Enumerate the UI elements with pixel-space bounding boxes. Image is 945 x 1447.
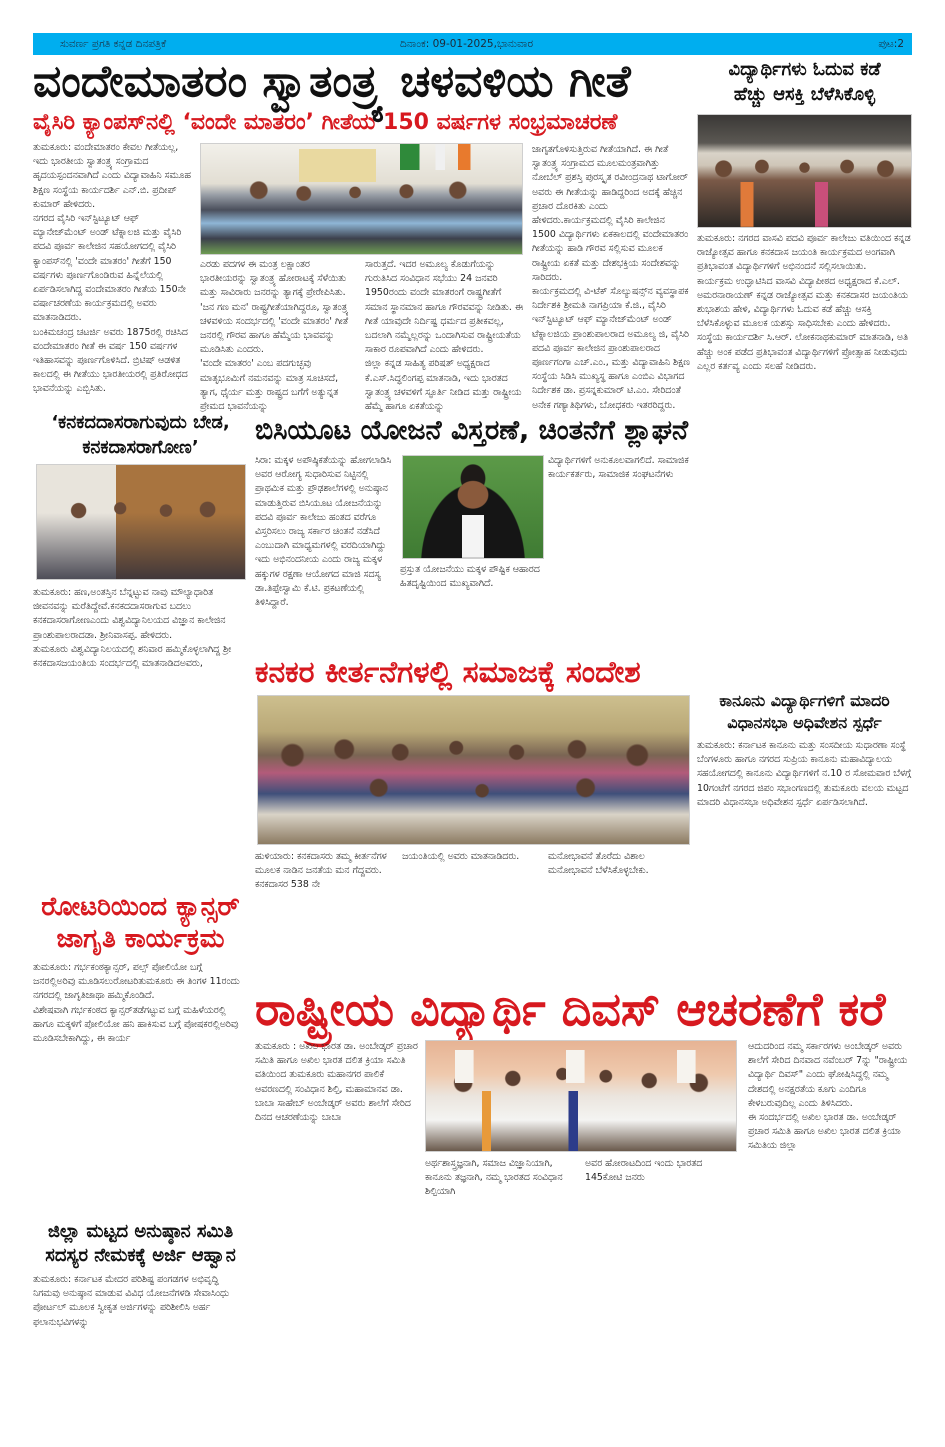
paragraph: ಸಾರುತ್ತದೆ. ಇದರ ಅಮೂಲ್ಯ ಕೊಡುಗೆಯನ್ನು ಗುರುತಿಸಿದ ಸಂವಿಧಾನ ಸಭೆಯು 24 ಜನವರಿ 1950ರಂದು ವಂದೇ ಮಾತರಂಗೆ ರಾಷ್ಟ್ರಗೀತೆಗೆ ಸಮಾನ ಸ್ಥಾನಮಾನ ಹಾಗೂ ಗೌರವವನ್ನು ನೀಡಿತು. ಈ ಗೀತೆ ಯಾವುದೇ ನಿರ್ದಿಷ್ಟ ಧರ್ಮದ ಪ್ರತೀಕವಲ್ಲ, ಬದಲಾಗಿ ನಮ್ಮೆಲ್ಲರನ್ನು ಒಂದಾಗಿಸುವ ರಾಷ್ಟ್ರೀಯತೆಯ ಸಾಕಾರ ರೂಪವಾಗಿದೆ ಎಂದು ಹೇಳಿದರು. (365, 259, 523, 356)
article-column (697, 739, 912, 982)
paragraph: ನಗರದ ವೈಸಿರಿ ಇನ್‌ಸ್ಟಿಟ್ಯೂಟ್ ಆಫ್ ಮ್ಯಾನೇಜ್‌ಮೆಂಟ್ ಅಂಡ್ ಟೆಕ್ನಾಲಜಿ ಮತ್ತು ವೈಸಿರಿ ಪದವಿ ಪೂರ್ವ ಕಾಲೇಜಿನ ಸಹಯೋಗದಲ್ಲಿ ವೈಸಿರಿ ಕ್ಯಾಂಪಸ್‌ನಲ್ಲಿ 'ವಂದೇ ಮಾತರಂ' ಗೀತೆಗೆ 150 ವರ್ಷಗಳು ಪೂರ್ಣಗೊಂಡಿರುವ ಹಿನ್ನೆಲೆಯಲ್ಲಿ ಏರ್ಪಡಿಸಲಾಗಿದ್ದ ವಂದೇಮಾತರಂ ಗೀತೆಯ 150ನೇ ವರ್ಷಾಚರಣೆಯ ಕಾರ್ಯಕ್ರಮದಲ್ಲಿ ಅವರು ಮಾತನಾಡಿದರು. (33, 213, 186, 324)
headline: ಬಿಸಿಯೂಟ ಯೋಜನೆ ವಿಸ್ತರಣೆ, ಚಿಂತನೆಗೆ ಶ್ಲಾಘನೆ (255, 415, 689, 446)
paragraph: ಆದುದರಿಂದ ನಮ್ಮ ಸರ್ಕಾರಗಳು ಅಂಬೇಡ್ಕರ್ ಅವರು ಶಾಲೆಗೆ ಸೇರಿದ ದಿನವಾದ ನವೆಂಬರ್ 7ನ್ನು "ರಾಷ್ಟ್ರೀಯ ವಿದ್ಯಾರ್ಥಿ ದಿವಸ್" ಎಂದು ಘೋಷಿಸಿದ್ದಲ್ಲಿ ನಮ್ಮ ದೇಶದಲ್ಲಿ ಅನಕ್ಷರತೆಯ ಕೂಗು ಎಂದಿಗೂ ಕೇಳಬರುವುದಿಲ್ಲ ಎಂದು ತಿಳಿಸಿದರು. (748, 1041, 908, 1109)
headline: ಕನಕರ ಕೀರ್ತನೆಗಳಲ್ಲಿ ಸಮಾಜಕ್ಕೆ ಸಂದೇಶ (255, 655, 641, 690)
headline-line: ಹೆಚ್ಚು ಆಸಕ್ತಿ ಬೆಳೆಸಿಕೊಳ್ಳಿ (733, 84, 876, 105)
headline-line: ಜಾಗೃತಿ ಕಾರ್ಯಕ್ರಮ (56, 924, 225, 954)
paragraph: ಅವರ ಹೋರಾಟದಿಂದ ಇಂದು ಭಾರತದ 145ಕೋಟಿ ಜನರು (585, 1158, 703, 1184)
paragraph: ಎರಡು ಪದಗಳ ಈ ಮಂತ್ರ ಲಕ್ಷಾಂತರ ಭಾರತೀಯರನ್ನು ಸ್ವಾತಂತ್ರ್ಯ ಹೋರಾಟಕ್ಕೆ ಸೆಳೆಯಿತು ಮತ್ತು ಸಾವಿರಾರು ಜನರನ್ನು ತ್ಯಾಗಕ್ಕೆ ಪ್ರೇರೇಪಿಸಿತು. 'ಜನ ಗಣ ಮನ' ರಾಷ್ಟ್ರಗೀತೆಯಾಗಿದ್ದರೂ, ಸ್ವಾತಂತ್ರ್ಯ ಚಳವಳಿಯ ಸಂದರ್ಭದಲ್ಲಿ 'ವಂದೇ ಮಾತರಂ' ಗೀತೆ ಜನರಲ್ಲಿ ಗೌರವ ಹಾಗೂ ಹೆಮ್ಮೆಯ ಭಾವವನ್ನು ಮೂಡಿಸಿತು ಎಂದರು. (200, 259, 349, 356)
article-column (200, 258, 355, 413)
article-column (255, 454, 395, 652)
headline-line: ಕಾನೂನು ವಿದ್ಯಾರ್ಥಿಗಳಿಗೆ ಮಾದರಿ (719, 691, 890, 710)
paragraph: ಸಿರಾ: ಮಕ್ಕಳ ಅಪೌಷ್ಠಿಕತೆಯನ್ನು ಹೋಗಲಾಡಿಸಿ ಅವರ ಆರೋಗ್ಯ ಸುಧಾರಿಸುವ ನಿಟ್ಟಿನಲ್ಲಿ ಪ್ರಾಥಮಿಕ ಮತ್ತು ಪ್ರೌಢಶಾಲೆಗಳಲ್ಲಿ ಅನುಷ್ಠಾನ ಮಾಡುತ್ತಿರುವ ಬಿಸಿಯೂಟ ಯೋಜನೆಯನ್ನು ಪದವಿ ಪೂರ್ವ ಕಾಲೇಜು ಹಂತದ ವರೆಗೂ ವಿಸ್ತರಿಸಲು ರಾಜ್ಯ ಸರ್ಕಾರ ಚಿಂತನೆ ನಡೆಸಿದೆ ಎಂಬುದಾಗಿ ಮಾಧ್ಯಮಗಳಲ್ಲಿ ವರದಿಯಾಗಿದ್ದು ಇದು ಅಭಿನಂದನೀಯ ಎಂದು ರಾಜ್ಯ ಮಕ್ಕಳ ಹಕ್ಕುಗಳ ರಕ್ಷಣಾ ಆಯೋಗದ ಮಾಜಿ ಸದಸ್ಯ ಡಾ.ತಿಪ್ಪೇಸ್ವಾಮಿ ಕೆ.ಟಿ. ಪ್ರಕಟಣೆಯಲ್ಲಿ ತಿಳಿಸಿದ್ದಾರೆ. (255, 455, 392, 609)
masthead-bar (33, 33, 912, 55)
paragraph: ವಿಶೇಷವಾಗಿ ಗರ್ಭಕಂಠದ ಕ್ಯಾನ್ಸರ್‌ತಡೆಗಟ್ಟುವ ಬಗ್ಗೆ ಮಹಿಳೆಯರಲ್ಲಿ ಹಾಗೂ ಮಕ್ಕಳಿಗೆ ಪೋಲಿಯೋ ಹನಿ ಹಾಕಿಸುವ ಬಗ್ಗೆ ಪೋಷಕರಲ್ಲಿಅರಿವು ಮೂಡಿಸಬೇಕಾಗಿದ್ದು, ಈ ಕಾರ್ಯ (33, 1004, 239, 1045)
article-column (748, 1040, 912, 1432)
page-number: ಪುಟ:2 (878, 38, 904, 50)
article-column (532, 143, 690, 411)
paragraph: ತುಮಕೂರು: ಗರ್ಭಕಂಠಕ್ಯಾನ್ಸರ್, ಪಲ್ಸ್ ಪೋಲಿಯೋ ಬಗ್ಗೆ ಜನರಲ್ಲಿಅರಿವು ಮೂಡಿಸಲುರೋಟರಿತುಮಕೂರು ಈ ತಿಂಗಳ 11ರಂದು ನಗರದಲ್ಲಿ ಜಾಗೃತಿಜಾಥಾ ಹಮ್ಮಿಕೊಂಡಿದೆ. (33, 962, 240, 1002)
paragraph: ಸಂಸ್ಥೆಯ ಕಾರ್ಯದರ್ಶಿ ಸಿ.ಆರ್. ಲೋಕನಾಥಕುಮಾರ್ ಮಾತನಾಡಿ, ಅತಿ ಹೆಚ್ಚು ಅಂಕ ಪಡೆದ ಪ್ರತಿಭಾವಂತ ವಿದ್ಯಾರ್ಥಿಗಳಿಗೆ ಪ್ರೋತ್ಸಾಹ ನೀಡುವುದು ಎಲ್ಲರ ಕರ್ತವ್ಯ ಎಂದು ಸಲಹೆ ನೀಡಿದರು. (697, 332, 909, 372)
paragraph: ಅರ್ಥಶಾಸ್ತ್ರಜ್ಞನಾಗಿ, ಸಮಾಜ ವಿಜ್ಞಾನಿಯಾಗಿ, ಕಾನೂನು ತಜ್ಞನಾಗಿ, ನಮ್ಮ ಭಾರತದ ಸಂವಿಧಾನ ಶಿಲ್ಪಿಯಾಗಿ (425, 1158, 563, 1198)
article-column (548, 850, 690, 980)
article-column (585, 1157, 737, 1432)
paragraph: ಜಾಗೃತಗೊಳಿಸುತ್ತಿರುವ ಗೀತೆಯಾಗಿದೆ. ಈ ಗೀತೆ ಸ್ವಾತಂತ್ರ್ಯ ಸಂಗ್ರಾಮದ ಮೂಲಮಂತ್ರವಾಗಿತ್ತು ನೋಬೆಲ್ ಪ್ರಶಸ್ತಿ ಪುರಸ್ಕೃತ ರವೀಂದ್ರನಾಥ ಟಾಗೋರ್ ಅವರು ಈ ಗೀತೆಯನ್ನು ಹಾಡಿದ್ದರಿಂದ ಅದಕ್ಕೆ ಹೆಚ್ಚಿನ ಪ್ರಚಾರ ದೊರಕಿತು ಎಂದು ಹೇಳಿದರು.ಕಾರ್ಯಕ್ರಮದಲ್ಲಿ ವೈಸಿರಿ ಕಾಲೇಜಿನ 1500 ವಿದ್ಯಾರ್ಥಿಗಳು ಏಕಕಾಲದಲ್ಲಿ ವಂದೇಮಾತರಂ ಗೀತೆಯನ್ನು ಹಾಡಿ ಗೌರವ ಸಲ್ಲಿಸುವ ಮೂಲಕ ರಾಷ್ಟ್ರೀಯ ಏಕತೆ ಮತ್ತು ದೇಶಭಕ್ತಿಯ ಸಂದೇಶವನ್ನು ಸಾರಿದರು. (532, 144, 689, 283)
headline-line: ‘ಕನಕದದಾಸರಾಗುವುದು ಬೇಡ, (51, 412, 230, 433)
headline-line: ಸದಸ್ಯರ ನೇಮಕಕ್ಕೆ ಅರ್ಜಿ ಆಹ್ವಾನ (45, 1245, 236, 1266)
paper-name: ಸುವರ್ಣ ಪ್ರಗತಿ ಕನ್ನಡ ದಿನಪತ್ರಿಕೆ (60, 38, 167, 50)
paragraph: ಕಾರ್ಯಕ್ರಮ ಉದ್ಘಾಟಿಸಿದ ವಾಸವಿ ವಿದ್ಯಾಪೀಠದ ಅಧ್ಯಕ್ಷರಾದ ಕೆ.ಎಲ್. ಅಮರನಾರಾಯಣ್ ಕನ್ನಡ ರಾಜ್ಯೋತ್ಸವ ಮತ್ತು ಕನಕದಾಸರ ಜಯಂತಿಯ ಶುಭಾಶಯ ಹೇಳಿ, ವಿದ್ಯಾರ್ಥಿಗಳು ಓದುವ ಕಡೆ ಹೆಚ್ಚು ಆಸಕ್ತಿ ಬೆಳೆಸಿಕೊಳ್ಳುವ ಮೂಲಕ ಯಶಸ್ಸು ಸಾಧಿಸಬೇಕು ಎಂದು ಹೇಳಿದರು. (697, 275, 908, 330)
paragraph: ವಿದ್ಯಾರ್ಥಿಗಳಿಗೆ ಅನುಕೂಲವಾಗಲಿದೆ. ಸಾಮಾಜಿಕ ಕಾರ್ಯಕರ್ತರು, ಸಾಮಾಜಿಕ ಸಂಘಟನೆಗಳು (548, 455, 689, 481)
article-column (548, 454, 690, 652)
paragraph: ತುಮಕೂರು: ಕರ್ನಾಟಕ ಕಾನೂನು ಮತ್ತು ಸಂಸದೀಯ ಸುಧಾರಣಾ ಸಂಸ್ಥೆ ಬೆಂಗಳೂರು ಹಾಗೂ ನಗರದ ಸುಪ್ರಿಯ ಕಾನೂನು ಮಹಾವಿದ್ಯಾಲಯ ಸಹಯೋಗದಲ್ಲಿ ಕಾನೂನು ವಿದ್ಯಾರ್ಥಿಗಳಿಗೆ ನ.10 ರ ಸೋಮವಾರ ಬೆಳಗ್ಗೆ 10ಗಂಟೆಗೆ ನಗರದ ಜಿಪಂ ಸಭಾಂಗಣದಲ್ಲಿ ತುಮಕೂರು ವಲಯ ಮಟ್ಟದ ಮಾದರಿ ವಿಧಾನಸಭಾ ಅಧಿವೇಶನ ಸ್ಪರ್ಧೆ ಏರ್ಪಡಿಸಲಾಗಿದೆ. (697, 740, 912, 808)
headline: ವಂದೇಮಾತರಂ ಸ್ವಾತಂತ್ರ್ಯ ಚಳವಳಿಯ ಗೀತೆ (33, 56, 631, 107)
paragraph: ಕಾರ್ಯಕ್ರಮದಲ್ಲಿ ವಿ-ಟೆಕ್ ಸೊಲ್ಯುಷನ್ಸ್‌ನ ವ್ಯವಸ್ಥಾಪಕ ನಿರ್ದೇಶಕಿ ಶ್ರೀಮತಿ ನಾಗಪ್ರಿಯಾ ಕೆ.ಜಿ., ವೈಸಿರಿ ಇನ್‌ಸ್ಟಿಟ್ಯೂಟ್ ಆಫ್ ಮ್ಯಾನೇಜ್‌ಮೆಂಟ್ ಅಂಡ್ ಟೆಕ್ನಾಲಜಿಯ ಪ್ರಾಂಶುಪಾಲರಾದ ಅಮೂಲ್ಯ ಜಿ, ವೈಸಿರಿ ಪದವಿ ಪೂರ್ವ ಕಾಲೇಜಿನ ಪ್ರಾಂಶುಪಾಲರಾದ ಪೂರ್ಣಗಂಗಾ ಎಚ್.ಎಂ., ಮತ್ತು ವಿದ್ಯಾವಾಹಿನಿ ಶಿಕ್ಷಣ ಸಂಸ್ಥೆಯ ಸಿಡಿಸಿ ಮುಖ್ಯಸ್ಥ ಹಾಗೂ ಎಂಬಿಎ ವಿಭಾಗದ ನಿರ್ದೇಶಕ ಡಾ. ಪ್ರಸನ್ನಕುಮಾರ್ ಟಿ.ಎಂ. ಸೇರಿದಂತೆ ಅನೇಕ ಗಣ್ಯಾತಿಥಿಗಳು, ಬೋಧಕರು ಇತರರಿದ್ದರು. (532, 286, 690, 411)
paragraph: ಕನಕದಾಸರ 538 ನೇ (255, 879, 321, 891)
headline-line: ವಿಧಾನಸಭಾ ಅಧಿವೇಶನ ಸ್ಪರ್ಧೆ (727, 713, 882, 732)
paragraph: ಜಿಲ್ಲಾ ಕನ್ನಡ ಸಾಹಿತ್ಯ ಪರಿಷತ್ ಅಧ್ಯಕ್ಷರಾದ ಕೆ.ಎಸ್.ಸಿದ್ಧಲಿಂಗಪ್ಪ ಮಾತನಾಡಿ, ಇದು ಭಾರತದ ಸ್ವಾತಂತ್ರ್ಯ ಚಳವಳಿಗೆ ಸ್ಫೂರ್ತಿ ನೀಡಿದ ಮತ್ತು ರಾಷ್ಟ್ರೀಯ ಹೆಮ್ಮೆ ಹಾಗೂ ಏಕತೆಯನ್ನು (365, 358, 522, 413)
headline: ರಾಷ್ಟ್ರೀಯ ವಿದ್ಯಾರ್ಥಿ ದಿವಸ್ ಆಚರಣೆಗೆ ಕರೆ (255, 982, 886, 1036)
paragraph: ತುಮಕೂರು: ವಂದೇಮಾತರಂ ಕೇವಲ ಗೀತೆಯಲ್ಲ, ಇದು ಭಾರತೀಯ ಸ್ವಾತಂತ್ರ್ಯ ಸಂಗ್ರಾಮದ ಹೃದಯಸ್ಪಂದನವಾಗಿದೆ ಎಂದು ವಿದ್ಯಾವಾಹಿನಿ ಸಮೂಹ ಶಿಕ್ಷಣ ಸಂಸ್ಥೆಯ ಕಾರ್ಯದರ್ಶಿ ಎನ್.ಬಿ. ಪ್ರದೀಪ್ ಕುಮಾರ್ ಹೇಳಿದರು. (33, 142, 191, 210)
issue-date: ದಿನಾಂಕ: 09-01-2025,ಭಾನುವಾರ (400, 38, 533, 50)
paragraph: ಪ್ರಸ್ತುತ ಯೋಜನೆಯು ಮಕ್ಕಳ ಪೌಷ್ಟಿಕ ಆಹಾರದ ಹಿತದೃಷ್ಟಿಯಿಂದ ಮುಖ್ಯವಾಗಿದೆ. (400, 564, 540, 590)
article-column (33, 586, 246, 882)
photo-students-group (257, 695, 690, 845)
article-column (33, 1273, 246, 1432)
headline-line: ರೋಟರಿಯಿಂದ ಕ್ಯಾನ್ಸರ್ (41, 892, 240, 922)
paragraph: ತುಮಕೂರು : ಅಖಿಲ ಭಾರತ ಡಾ. ಅಂಬೇಡ್ಕರ್ ಪ್ರಚಾರ ಸಮಿತಿ ಹಾಗೂ ಅಖಿಲ ಭಾರತ ದಲಿತ ಕ್ರಿಯಾ ಸಮಿತಿ ವತಿಯಿಂದ ತುಮಕೂರು ಮಹಾನಗರ ಪಾಲಿಕೆ ಆವರಣದಲ್ಲಿ ಸಂವಿಧಾನ ಶಿಲ್ಪಿ, ಮಹಾಮಾನವ ಡಾ. ಬಾಬಾ ಸಾಹೇಬ್ ಅಂಬೇಡ್ಕರ್ ಅವರು ಶಾಲೆಗೆ ಸೇರಿದ ದಿನದ ಆಚರಣೆಯನ್ನು ಬಾಬಾ (255, 1041, 418, 1124)
article-column (365, 258, 523, 413)
photo-portrait (402, 455, 544, 559)
photo-kanakadasa-event (36, 464, 246, 580)
photo-vande-mataram-group (200, 143, 523, 255)
article-column (255, 1040, 418, 1432)
article-column (425, 1157, 577, 1432)
paragraph: ತುಮಕೂರು ವಿಶ್ವವಿದ್ಯಾನಿಲಯದಲ್ಲಿ ಶನಿವಾರ ಹಮ್ಮಿಕೊಳ್ಳಲಾಗಿದ್ದ ಶ್ರೀ ಕನಕದಾಸಜಯಂತಿಯ ಸಂದರ್ಭದಲ್ಲಿ ಮಾತನಾಡಿದಅವರು, (33, 643, 232, 670)
paragraph: 'ವಂದೇ ಮಾತರಂ' ಎಂಬ ಪದಗುಚ್ಛವು ಮಾತೃಭೂಮಿಗೆ ನಮನವನ್ನು ಮಾತ್ರ ಸೂಚಿಸದೆ, ತ್ಯಾಗ, ಧೈರ್ಯ ಮತ್ತು ರಾಷ್ಟ್ರದ ಬಗೆಗೆ ಅತ್ಯುನ್ನತ ಪ್ರೇಮದ ಭಾವನೆಯನ್ನು (200, 358, 339, 413)
paragraph: ತುಮಕೂರು: ನಗರದ ವಾಸವಿ ಪದವಿ ಪೂರ್ವ ಕಾಲೇಜು ವತಿಯಿಂದ ಕನ್ನಡ ರಾಜ್ಯೋತ್ಸವ ಹಾಗೂ ಕನಕದಾಸ ಜಯಂತಿ ಕಾರ್ಯಕ್ರಮದ ಅಂಗವಾಗಿ ಪ್ರತಿಭಾವಂತ ವಿದ್ಯಾರ್ಥಿಗಳಿಗೆ ಅಭಿನಂದನೆ ಸಲ್ಲಿಸಲಾಯಿತು. (697, 233, 911, 273)
headline-line: ಕನಕದಾಸರಾಗೋಣ’ (82, 437, 199, 458)
paragraph: ತುಮಕೂರು: ಕರ್ನಾಟಕ ಮೇದರ ಪರಿಶಿಷ್ಟ ಪಂಗಡಗಳ ಅಭಿವೃದ್ಧಿ ನಿಗಮವು ಅನುಷ್ಠಾನ ಮಾಡುವ ವಿವಿಧ ಯೋಜನೆಗಳಡಿ ಸೇವಾಸಿಂಧು ಪೋರ್ಟಲ್ ಮೂಲಕ ಸ್ವೀಕೃತ ಅರ್ಜಿಗಳನ್ನು ಪರಿಶೀಲಿಸಿ ಅರ್ಹ ಫಲಾನುಭವಿಗಳನ್ನು (33, 1274, 230, 1328)
article-column (697, 232, 912, 682)
paragraph: ಈ ಸಂದರ್ಭದಲ್ಲಿ ಅಖಿಲ ಭಾರತ ಡಾ. ಅಂಬೇಡ್ಕರ್ ಪ್ರಚಾರ ಸಮಿತಿ ಹಾಗೂ ಅಖಿಲ ಭಾರತ ದಲಿತ ಕ್ರಿಯಾ ಸಮಿತಿಯ ಜಿಲ್ಲಾ (748, 1112, 901, 1152)
paragraph: ಹುಳಿಯಾರು: ಕನಕದಾಸರು ತಮ್ಮ ಕೀರ್ತನೆಗಳ ಮೂಲಕ ನಾಡಿನ ಜನತೆಯ ಮನ ಗೆದ್ದವರು. (255, 851, 387, 877)
headline-line: ವಿದ್ಯಾರ್ಥಿಗಳು ಓದುವ ಕಡೆ (728, 59, 881, 80)
paragraph: ಬಂಕಿಮಚಂದ್ರ ಚಟರ್ಜಿ ಅವರು 1875ರಲ್ಲಿ ರಚಿಸಿದ ವಂದೇಮಾತರಂ ಗೀತೆ ಈ ವರ್ಷ 150 ವರ್ಷಗಳ ಇತಿಹಾಸವನ್ನು ಪೂರ್ಣಗೊಳಿಸಿದೆ. ಬ್ರಿಟಿಷ್ ಆಡಳಿತ ಕಾಲದಲ್ಲಿ ಈ ಗೀತೆಯು ಭಾರತೀಯರಲ್ಲಿ ಪ್ರತಿರೋಧದ ಭಾವನೆಯನ್ನು ಎಬ್ಬಿಸಿತು. (33, 326, 188, 395)
article-column (255, 850, 395, 980)
article-column (33, 961, 246, 1217)
article-column (402, 850, 542, 980)
paragraph: ಮನೋಭಾವನೆ ತೊರೆದು ವಿಶಾಲ ಮನೋಭಾವನೆ ಬೆಳೆಸಿಕೊಳ್ಳಬೇಕು. (548, 851, 649, 877)
paragraph: ಜಯಂತಿಯಲ್ಲಿ ಅವರು ಮಾತನಾಡಿದರು. (402, 851, 520, 862)
article-column (400, 563, 544, 652)
subheadline: ವೈಸಿರಿ ಕ್ಯಾಂಪಸ್‌ನಲ್ಲಿ ‘ವಂದೇ ಮಾತರಂ’ ಗೀತೆಯ 150 ವರ್ಷಗಳ ಸಂಭ್ರಮಾಚರಣೆ (33, 110, 618, 135)
photo-vasavi-students (697, 114, 912, 228)
headline-line: ಜಿಲ್ಲಾ ಮಟ್ಟದ ಅನುಷ್ಠಾನ ಸಮಿತಿ (47, 1221, 234, 1242)
photo-ambedkar-samiti-group (425, 1040, 737, 1152)
article-column (33, 141, 195, 403)
paragraph: ತುಮಕೂರು: ಹಣ,ಅಂತಸ್ತಿನ ಬೆನ್ನಟ್ಟುವ ನಾವು ಮೌಲ್ಯಾಧಾರಿತ ಜೀವನವನ್ನು ಮರೆತಿದ್ದೇವೆ.ಕನಕದದಾಸರಾಗುವ ಬದಲು ಕನಕದಾಸರಾಗೋಣಎಂದು ವಿಶ್ವವಿದ್ಯಾನಿಲಯದ ವಿಜ್ಞಾನ ಕಾಲೇಜಿನ ಪ್ರಾಂಶುಪಾಲರಾದಡಾ. ಶ್ರೀನಿವಾಸಪ್ಪ. ಹೇಳಿದರು. (33, 587, 226, 641)
